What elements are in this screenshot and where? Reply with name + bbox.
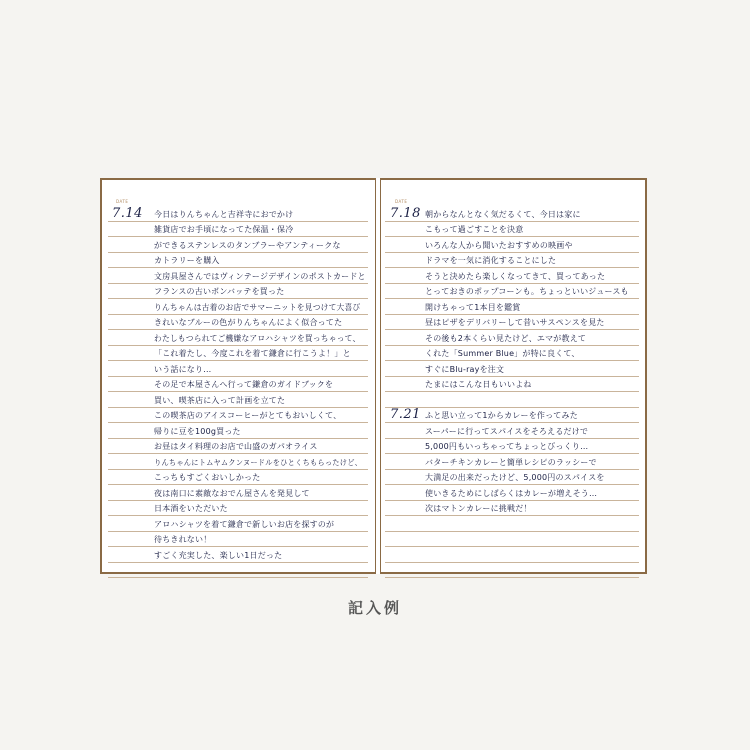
- handwritten-text: こっちもすごくおいしかった: [154, 473, 261, 482]
- ruled-line: [108, 392, 368, 408]
- ruled-line: [108, 237, 368, 253]
- handwritten-text: フランスの古いボンバッテを買った: [154, 287, 285, 296]
- date-label: DATE: [395, 199, 408, 204]
- ruled-line: [385, 408, 639, 424]
- handwritten-text: とっておきのポップコーンも。ちょっといいジュースも: [425, 287, 629, 296]
- ruled-line: [385, 284, 639, 300]
- handwritten-text: その足で本屋さんへ行って鎌倉のガイドブックを: [154, 380, 334, 389]
- ruled-line: [108, 423, 368, 439]
- ruled-line: [385, 377, 639, 393]
- handwritten-text: りんちゃんにトムヤムクンヌードルをひとくちもらったけど、: [154, 457, 363, 467]
- ruled-line: [108, 470, 368, 486]
- handwritten-text: 日本酒をいただいた: [154, 504, 228, 513]
- handwritten-text: すごく充実した、楽しい1日だった: [154, 550, 283, 560]
- handwritten-text: ができるステンレスのタンブラーやアンティークな: [154, 240, 341, 250]
- ruled-line: [385, 206, 639, 222]
- handwritten-text: 開けちゃって1本目を鑑賞: [425, 302, 521, 312]
- ruled-line: [108, 439, 368, 455]
- ruled-line: [385, 237, 639, 253]
- handwritten-text: そうと決めたら楽しくなってきて、買ってあった: [425, 271, 606, 281]
- handwritten-text: 5,000円もいっちゃってちょっとびっくり…: [425, 442, 589, 451]
- ruled-line: [385, 315, 639, 331]
- entry-date: 7.21: [390, 407, 421, 422]
- ruled-line: [108, 330, 368, 346]
- ruled-line: [108, 563, 368, 579]
- ruled-line: [108, 547, 368, 563]
- handwritten-text: きれいなブルーの色がりんちゃんによく似合ってた: [154, 318, 343, 327]
- handwritten-text: 雑貨店でお手頃になってた保温・保冷: [154, 225, 294, 234]
- handwritten-text: 帰りに豆を100g買った: [154, 426, 241, 436]
- handwritten-text: 夜は南口に素敵なおでん屋さんを発見して: [154, 488, 310, 498]
- ruled-line: [385, 470, 639, 486]
- open-notebook: [100, 178, 647, 574]
- ruled-line: [108, 222, 368, 238]
- handwritten-text: 大満足の出来だったけど、5,000円のスパイスを: [425, 473, 605, 482]
- handwritten-text: お昼はタイ料理のお店で山盛のガパオライス: [154, 442, 318, 451]
- handwritten-text: その後も2本くらい見たけど、エマが教えて: [425, 333, 587, 343]
- ruled-line: [385, 501, 639, 517]
- ruled-line: [108, 268, 368, 284]
- ruled-line: [385, 222, 639, 238]
- entry-date: 7.14: [112, 205, 143, 221]
- left-page: [102, 180, 373, 572]
- ruled-line: [108, 501, 368, 517]
- handwritten-text: 朝からなんとなく気だるくて、今日は家に: [425, 209, 581, 219]
- ruled-line: [108, 206, 368, 222]
- handwritten-text: 買い、喫茶店に入って計画を立てた: [154, 395, 286, 405]
- handwritten-text: カトラリーを購入: [154, 256, 220, 265]
- ruled-line: [385, 253, 639, 269]
- ruled-line: [385, 268, 639, 284]
- handwritten-text: くれた「Summer Blue」が特に良くて、: [425, 349, 580, 358]
- ruled-line: [108, 485, 368, 501]
- ruled-line: [385, 392, 639, 408]
- ruled-line: [108, 516, 368, 532]
- ruled-line: [108, 361, 368, 377]
- right-ruled-lines: [385, 206, 639, 578]
- ruled-line: [108, 377, 368, 393]
- ruled-line: [385, 454, 639, 470]
- ruled-line: [385, 532, 639, 548]
- ruled-line: [385, 423, 639, 439]
- handwritten-text: いう話になり…: [154, 364, 212, 374]
- left-ruled-lines: [108, 206, 368, 578]
- handwritten-text: たまにはこんな日もいいよね: [425, 380, 532, 389]
- handwritten-text: いろんな人から聞いたおすすめの映画や: [425, 240, 573, 250]
- handwritten-text: バターチキンカレーと簡単レシピのラッシーで: [425, 457, 597, 467]
- ruled-line: [385, 547, 639, 563]
- ruled-line: [385, 299, 639, 315]
- ruled-line: [385, 485, 639, 501]
- ruled-line: [385, 563, 639, 579]
- ruled-line: [385, 346, 639, 362]
- ruled-line: [108, 284, 368, 300]
- handwritten-text: この喫茶店のアイスコーヒーがとてもおいしくて、: [154, 411, 342, 420]
- handwritten-text: こもって過ごすことを決意: [425, 225, 524, 234]
- date-label: DATE: [116, 199, 129, 204]
- entry-date: 7.18: [390, 205, 421, 221]
- handwritten-text: 今日はりんちゃんと吉祥寺におでかけ: [154, 209, 294, 219]
- ruled-line: [108, 315, 368, 331]
- ruled-line: [108, 408, 368, 424]
- ruled-line: [108, 346, 368, 362]
- handwritten-text: アロハシャツを着て鎌倉で新しいお店を探すのが: [154, 519, 335, 529]
- handwritten-text: わたしもつられてご機嫌なアロハシャツを買っちゃって、: [154, 333, 361, 343]
- handwritten-text: ドラマを一気に消化することにした: [425, 256, 557, 265]
- ruled-line: [108, 253, 368, 269]
- ruled-line: [108, 299, 368, 315]
- handwritten-text: りんちゃんは古着のお店でサマーニットを見つけて大喜び: [154, 302, 361, 312]
- right-page: [381, 180, 645, 572]
- handwritten-text: 昼はピザをデリバリーして昔いサスペンスを見た: [425, 318, 605, 327]
- ruled-line: [108, 532, 368, 548]
- handwritten-text: すぐにBlu-rayを注文: [425, 364, 505, 374]
- ruled-line: [385, 516, 639, 532]
- handwritten-text: 次はマトンカレーに挑戦だ！: [425, 504, 532, 513]
- handwritten-text: ふと思い立って1からカレーを作ってみた: [425, 411, 578, 420]
- ruled-line: [385, 361, 639, 377]
- caption: 記入例: [347, 599, 402, 617]
- handwritten-text: 待ちきれない！: [154, 535, 212, 544]
- ruled-line: [385, 330, 639, 346]
- ruled-line: [385, 439, 639, 455]
- handwritten-text: 文房具屋さんではヴィンテージデザインのポストカードと: [154, 271, 366, 281]
- handwritten-text: 「これ着たし、今度これを着て鎌倉に行こうよ！」と: [154, 349, 351, 358]
- ruled-line: [108, 454, 368, 470]
- handwritten-text: 使いきるためにしばらくはカレーが増えそう…: [425, 488, 598, 498]
- handwritten-text: スーパーに行ってスパイスをそろえるだけで: [425, 426, 589, 436]
